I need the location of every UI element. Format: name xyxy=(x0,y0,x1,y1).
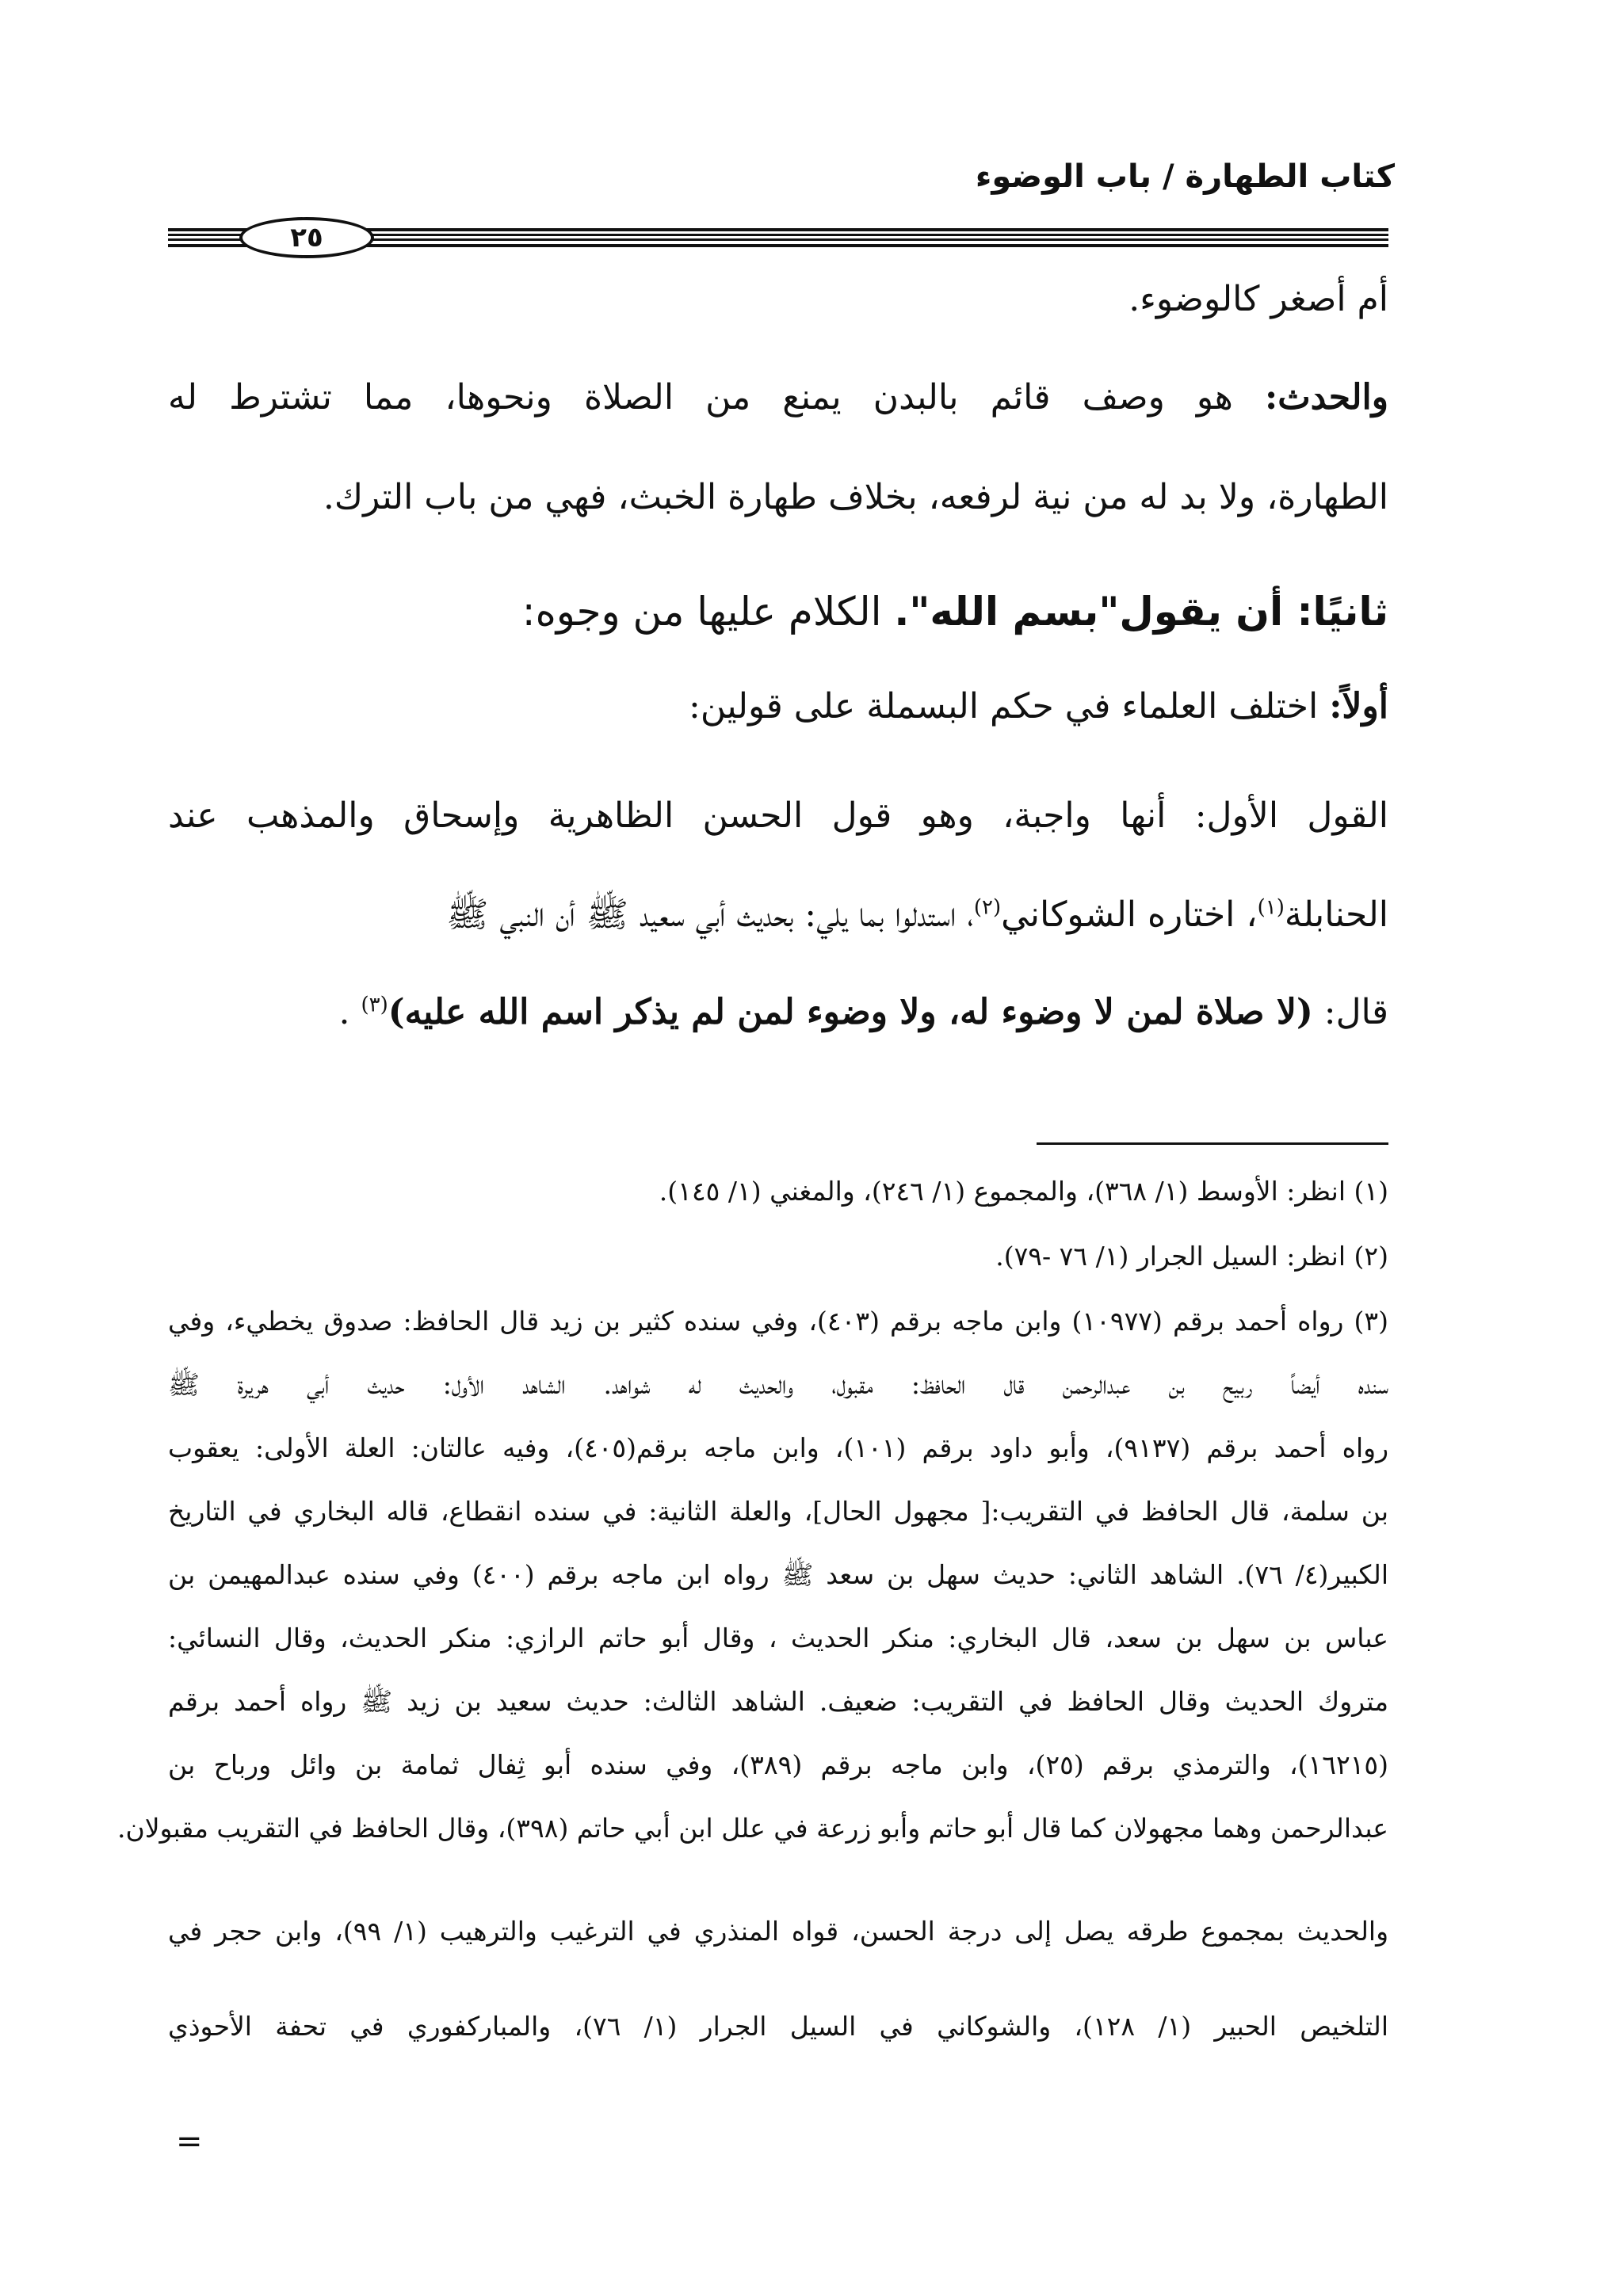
paragraph-line-1: القول الأول: أنها واجبة، وهو قول الحسن الظاهرية وإسحاق والمذهب عند xyxy=(168,795,1388,836)
footnote-3-line-2: سنده أيضاً ربيح بن عبدالرحمن قال الحافظ: مقبول، والحديث له شواهد. الشاهد الأول: حديث أبي هريرة ﷺ xyxy=(168,1369,1388,1400)
paragraph-line-3-end: . xyxy=(338,992,361,1032)
term-hadath: والحدث: xyxy=(1264,377,1388,418)
hadith-quote: (لا صلاة لمن لا وضوء له، ولا وضوء لمن لم يذكر اسم الله عليه) xyxy=(388,992,1313,1032)
body-line-2-text: هو وصف قائم بالبدن يمنع من الصلاة ونحوها، مما تشترط له xyxy=(168,377,1265,418)
footnote-2: (٢) انظر: السيل الجرار (١/ ٧٦ -٧٩). xyxy=(995,1241,1388,1272)
body-line-2 xyxy=(168,374,1388,421)
continuation-mark: = xyxy=(176,2123,203,2160)
page-number: ٢٥ xyxy=(239,217,374,258)
paragraph-line-3 xyxy=(168,989,1388,1036)
footnote-3-line-9: عبدالرحمن وهما مجهولان كما قال أبو حاتم وأبو زرعة في علل ابن أبي حاتم (٣٩٨)، وقال الحافظ في التقريب مقبولان. xyxy=(116,1813,1388,1844)
paragraph-line-2-a: الحنابلة xyxy=(1284,894,1388,935)
paragraph-line-2 xyxy=(168,891,1388,939)
footnote-3-line-6: عباس بن سهل بن سعد، قال البخاري: منكر الحديث ، وقال أبو حاتم الرازي: منكر الحديث، وقال النسائي: xyxy=(168,1623,1388,1653)
footnote-3-line-3: رواه أحمد برقم (٩١٣٧)، وأبو داود برقم (١٠١)، وابن ماجه برقم(٤٠٥)، وفيه عالتان: العلة الأولى: يعقوب xyxy=(168,1432,1389,1463)
footnote-ref-1: (١) xyxy=(1257,895,1285,920)
subheading-text: اختلف العلماء في حكم البسملة على قولين: xyxy=(689,686,1330,727)
footnote-ref-2: (٢) xyxy=(973,895,1002,920)
footnote-3-line-7: متروك الحديث وقال الحافظ في التقريب: ضعيف. الشاهد الثالث: حديث سعيد بن زيد ﷺ رواه أحمد برقم xyxy=(168,1686,1388,1717)
paragraph-line-2-c: ، استدلوا بما يلي: بحديث أبي سعيد ﷺ أن النبي ﷺ xyxy=(446,894,974,935)
section-heading xyxy=(168,588,1388,638)
footnote-3-line-1: (٣) رواه أحمد برقم (١٠٩٧٧) وابن ماجه برقم (٤٠٣)، وفي سنده كثير بن زيد قال الحافظ: صدوق يخطيء، وفي xyxy=(168,1306,1388,1337)
footnote-1: (١) انظر: الأوسط (١/ ٣٦٨)، والمجموع (١/ ٢٤٦)، والمغني (١/ ١٤٥). xyxy=(659,1176,1388,1207)
section-heading-rest: الكلام عليها من وجوه: xyxy=(521,589,895,635)
footnote-3-line-11: التلخيص الحبير (١/ ١٢٨)، والشوكاني في السيل الجرار (١/ ٧٦)، والمباركفوري في تحفة الأحوذي xyxy=(168,2011,1389,2042)
footnote-3-line-8: (١٦٢١٥)، والترمذي برقم (٢٥)، وابن ماجه برقم (٣٨٩)، وفي سنده أبو ثِفال ثمامة بن وائل ورباح بن xyxy=(168,1749,1388,1780)
section-heading-title: ثانيًا: أن يقول"بسم الله". xyxy=(894,589,1388,635)
footnote-separator xyxy=(1037,1142,1388,1145)
body-line-1: أم أصغر كالوضوء. xyxy=(1128,279,1388,319)
header-rule xyxy=(168,217,1388,258)
subheading xyxy=(168,683,1388,730)
footnote-3-line-4: بن سلمة، قال الحافظ في التقريب:[ مجهول الحال]، والعلة الثانية: في سنده انقطاع، قاله البخاري في التاريخ xyxy=(168,1496,1388,1527)
running-title: كتاب الطهارة / باب الوضوء xyxy=(975,158,1395,195)
body-line-3: الطهارة، ولا بد له من نية لرفعه، بخلاف طهارة الخبث، فهي من باب الترك. xyxy=(323,477,1388,517)
footnote-ref-3: (٣) xyxy=(361,993,388,1017)
subheading-label: أولاً: xyxy=(1329,686,1388,727)
paragraph-line-2-b: ، اختاره الشوكاني xyxy=(1001,894,1258,935)
footnote-3-line-5: الكبير(٤/ ٧٦). الشاهد الثاني: حديث سهل بن سعد ﷺ رواه ابن ماجه برقم (٤٠٠) وفي سنده عبدالمهيمن بن xyxy=(168,1559,1388,1590)
paragraph-line-3-a: قال: xyxy=(1312,992,1388,1032)
footnote-3-line-10: والحديث بمجموع طرقه يصل إلى درجة الحسن، قواه المنذري في الترغيب والترهيب (١/ ٩٩)، وابن حجر في xyxy=(168,1916,1389,1947)
